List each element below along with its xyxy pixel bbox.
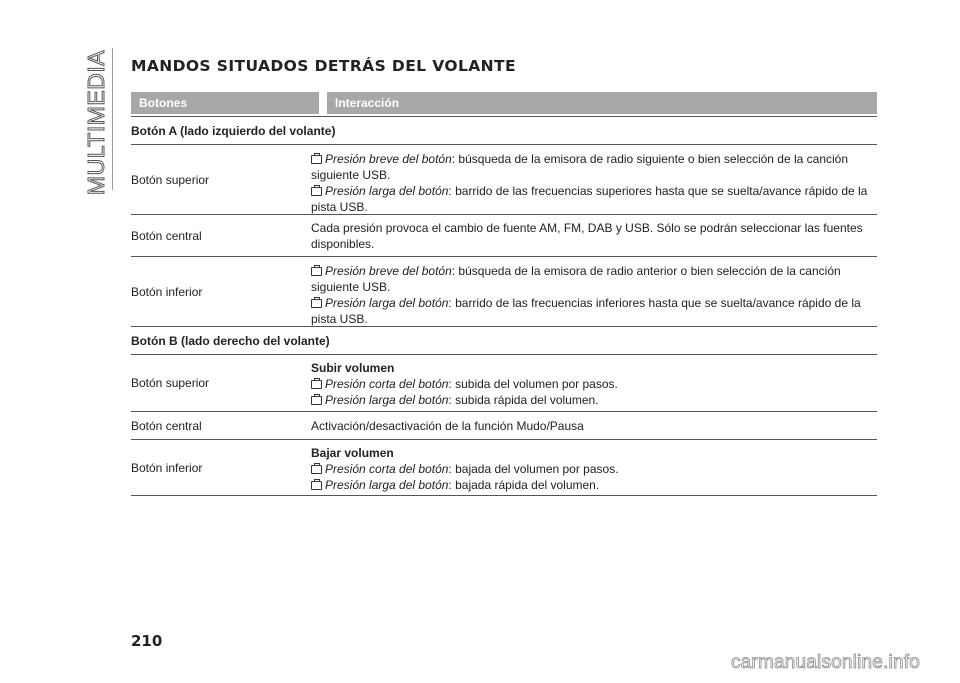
- item-italic: Presión breve del botón: [325, 152, 452, 166]
- steering-button-icon: [311, 396, 322, 405]
- item-text: : bajada del volumen por pasos.: [448, 462, 619, 476]
- item-text: : barrido de las frecuencias superiores hasta que se suelta/avance rápido de la pista USB.: [311, 184, 868, 214]
- item-italic: Presión corta del botón: [325, 462, 449, 476]
- steering-button-icon: [311, 465, 322, 474]
- table-row: [131, 144, 877, 214]
- header-interaction: Interacción: [327, 92, 877, 114]
- item-italic: Presión corta del botón: [325, 377, 449, 391]
- item-text: : búsqueda de la emisora de radio anterior o bien selección de la canción siguiente USB.: [311, 264, 841, 294]
- page-number: 210: [131, 632, 163, 650]
- list-item: [311, 392, 877, 408]
- steering-button-icon: [311, 380, 322, 389]
- row-interaction: [311, 145, 877, 214]
- item-italic: Presión larga del botón: [325, 478, 449, 492]
- row-button-label: Botón superior: [131, 376, 210, 390]
- item-text: : subida rápida del volumen.: [448, 393, 599, 407]
- item-text: : subida del volumen por pasos.: [448, 377, 618, 391]
- item-text: : barrido de las frecuencias inferiores hasta que se suelta/avance rápido de la pista USB.: [311, 296, 861, 326]
- row-button-label: Botón superior: [131, 172, 210, 187]
- list-item: [311, 477, 877, 493]
- steering-button-icon: [311, 187, 322, 196]
- section-b-heading: Botón B (lado derecho del volante): [131, 326, 877, 354]
- steering-button-icon: [311, 481, 322, 490]
- item-subtitle: Bajar volumen: [311, 446, 394, 460]
- table-row: [131, 354, 877, 411]
- row-interaction: [311, 257, 877, 326]
- section-a-heading: Botón A (lado izquierdo del volante): [131, 116, 877, 144]
- side-divider: [112, 48, 113, 190]
- list-item: [311, 151, 877, 183]
- steering-button-icon: [311, 267, 322, 276]
- page-title: MANDOS SITUADOS DETRÁS DEL VOLANTE: [131, 57, 516, 75]
- item-subtitle: Subir volumen: [311, 361, 395, 375]
- list-item: [311, 461, 877, 477]
- table-row: [131, 214, 877, 256]
- item-text: : bajada rápida del volumen.: [448, 478, 600, 492]
- row-button-label: Botón inferior: [131, 460, 203, 475]
- list-item: [311, 263, 877, 295]
- item-text: : búsqueda de la emisora de radio siguiente o bien selección de la canción siguiente USB.: [311, 152, 849, 182]
- table-header: [131, 92, 877, 114]
- table-row: [131, 411, 877, 439]
- section-side-label: [82, 49, 112, 195]
- row-button-label: Botón central: [131, 418, 202, 433]
- list-item: [311, 183, 877, 215]
- steering-button-icon: [311, 155, 322, 164]
- row-interaction: [311, 355, 877, 411]
- header-buttons: Botones: [131, 92, 319, 114]
- watermark: carmanualsonline.info: [730, 652, 920, 673]
- table-row: [131, 439, 877, 496]
- row-button-label: Botón central: [131, 228, 202, 243]
- list-item: [311, 376, 877, 392]
- section-side-label-text: MULTIMEDIA: [83, 49, 110, 195]
- steering-button-icon: [311, 299, 322, 308]
- row-interaction: Cada presión provoca el cambio de fuente AM, FM, DAB y USB. Sólo se podrán seleccionar las fuentes disponibles.: [311, 221, 863, 251]
- row-button-label: Botón inferior: [131, 284, 203, 299]
- controls-table: [131, 92, 877, 496]
- item-italic: Presión larga del botón: [325, 184, 449, 198]
- list-item: [311, 295, 877, 327]
- row-interaction: Activación/desactivación de la función Mudo/Pausa: [311, 418, 584, 433]
- table-row: [131, 256, 877, 326]
- item-italic: Presión larga del botón: [325, 296, 449, 310]
- item-italic: Presión breve del botón: [325, 264, 452, 278]
- item-italic: Presión larga del botón: [325, 393, 449, 407]
- row-interaction: [311, 440, 877, 495]
